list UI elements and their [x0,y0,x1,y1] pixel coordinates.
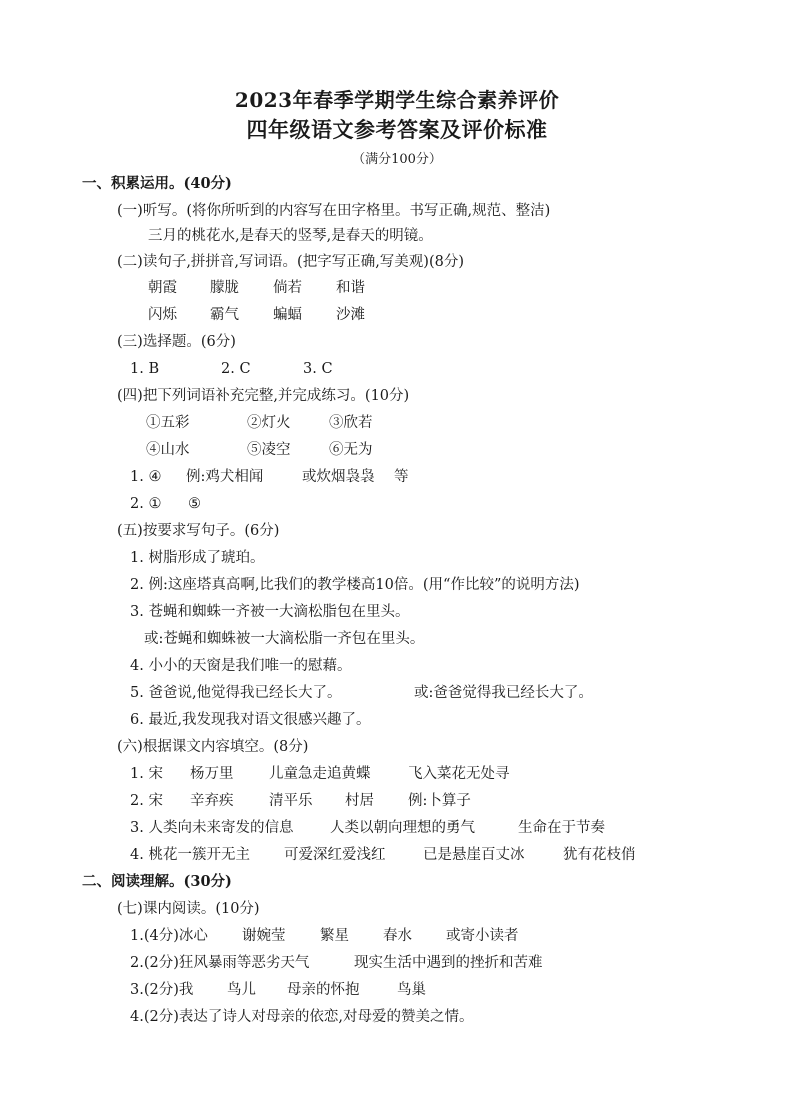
section-heading-1: 一、积累运用。(40分) [82,175,232,192]
answer-part: 例:卜算子 [408,793,471,809]
word: 倘若 [273,280,302,296]
answer-part: 3. 人类向未来寄发的信息 [130,820,294,836]
idiom: ②灯火 [247,415,291,431]
q5-answer-3-alt: 或:苍蝇和蜘蛛被一大滴松脂一齐包在里头。 [144,631,425,647]
answer-part: 谢婉莹 [242,928,286,944]
q7-answer-2 [130,953,543,973]
answer-part: 儿童急走追黄蝶 [269,766,371,782]
answer-part: 4. 桃花一簇开无主 [130,847,250,863]
q4-answer-2 [130,494,201,514]
q6-answer-2 [130,791,471,811]
word: 朦胧 [210,280,239,296]
answer-part: 鸟巢 [397,982,426,998]
idiom: ⑥无为 [329,442,373,458]
answer-part: 可爱深红爱浅红 [284,847,386,863]
q6-answer-3 [130,818,605,838]
q7-answer-4: 4.(2分)表达了诗人对母亲的依恋,对母爱的赞美之情。 [130,1009,474,1025]
answer-part: 已是悬崖百丈冰 [423,847,525,863]
q4-answer-1 [130,467,409,487]
word: 蝙蝠 [273,307,302,323]
q5-answer-1: 1. 树脂形成了琥珀。 [130,550,265,566]
answer-part: 母亲的怀抱 [287,982,360,998]
answer-part: 3.(2分)我 [130,982,194,998]
answer-part: 鸟儿 [227,982,256,998]
answer-part: 2. ① [130,496,162,512]
idiom: ④山水 [146,442,190,458]
q7-answer-3 [130,980,426,1000]
section-heading-2: 二、阅读理解。(30分) [82,873,232,890]
q5-heading: (五)按要求写句子。(6分) [117,523,280,539]
word: 朝霞 [148,280,177,296]
answer-part: 春水 [383,928,412,944]
q2-row-2 [148,305,365,325]
q1-heading: (一)听写。(将你所听到的内容写在田字格里。书写正确,规范、整洁) [117,203,551,219]
word: 和谐 [336,280,365,296]
answer-part: 人类以朝向理想的勇气 [330,820,475,836]
idiom: ③欣若 [329,415,373,431]
q5-answer-2: 2. 例:这座塔真高啊,比我们的教学楼高10倍。(用“作比较”的说明方法) [130,577,580,593]
q5-answer-3: 3. 苍蝇和蜘蛛一齐被一大滴松脂包在里头。 [130,604,410,620]
answer-part: 例:鸡犬相闻 [186,469,264,485]
q3-heading: (三)选择题。(6分) [117,334,236,350]
idiom: ⑤凌空 [247,442,291,458]
answer-part: 2. 宋 [130,793,163,809]
answer-part: 辛弃疾 [190,793,234,809]
q6-answer-1 [130,764,510,784]
answer-part: 杨万里 [190,766,234,782]
q2-heading: (二)读句子,拼拼音,写词语。(把字写正确,写美观)(8分) [117,254,464,270]
score-note: （满分100分） [352,152,442,167]
q6-heading: (六)根据课文内容填空。(8分) [117,739,309,755]
answer-part: 等 [394,469,409,485]
answer-part: 1.(4分)冰心 [130,928,208,944]
answer-part: 繁星 [320,928,349,944]
document-title: 2023年春季学期学生综合素养评价 [234,88,560,112]
q5-answer-5-alt: 或:爸爸觉得我已经长大了。 [414,685,593,701]
answer: 2. C [221,361,251,377]
answer-part: 2.(2分)狂风暴雨等恶劣天气 [130,955,310,971]
q3-answers [130,359,333,379]
q4-heading: (四)把下列词语补充完整,并完成练习。(10分) [117,388,410,404]
word: 沙滩 [336,307,365,323]
answer: 1. B [130,361,160,377]
answer-part: ⑤ [188,496,201,512]
q2-row-1 [148,278,365,298]
q5-answer-5: 5. 爸爸说,他觉得我已经长大了。 [130,685,342,701]
answer-part: 或炊烟袅袅 [302,469,375,485]
word: 闪烁 [148,307,177,323]
answer-part: 生命在于节奏 [518,820,605,836]
q1-answer: 三月的桃花水,是春天的竖琴,是春天的明镜。 [148,228,433,244]
answer-part: 飞入菜花无处寻 [408,766,510,782]
answer-part: 1. ④ [130,469,162,485]
answer-part: 或寄小读者 [446,928,519,944]
q4-row-2 [146,440,373,460]
answer-part: 现实生活中遇到的挫折和苦难 [354,955,543,971]
word: 霸气 [210,307,239,323]
q6-answer-4 [130,845,636,865]
answer-part: 犹有花枝俏 [563,847,636,863]
answer-part: 清平乐 [269,793,313,809]
q5-answer-6: 6. 最近,我发现我对语文很感兴趣了。 [130,712,371,728]
q4-row-1 [146,413,373,433]
q7-heading: (七)课内阅读。(10分) [117,901,260,917]
answer-part: 1. 宋 [130,766,163,782]
idiom: ①五彩 [146,415,190,431]
answer-part: 村居 [345,793,374,809]
q7-answer-1 [130,926,519,946]
q5-answer-4: 4. 小小的天窗是我们唯一的慰藉。 [130,658,352,674]
document-subtitle: 四年级语文参考答案及评价标准 [246,117,548,142]
answer: 3. C [303,361,333,377]
